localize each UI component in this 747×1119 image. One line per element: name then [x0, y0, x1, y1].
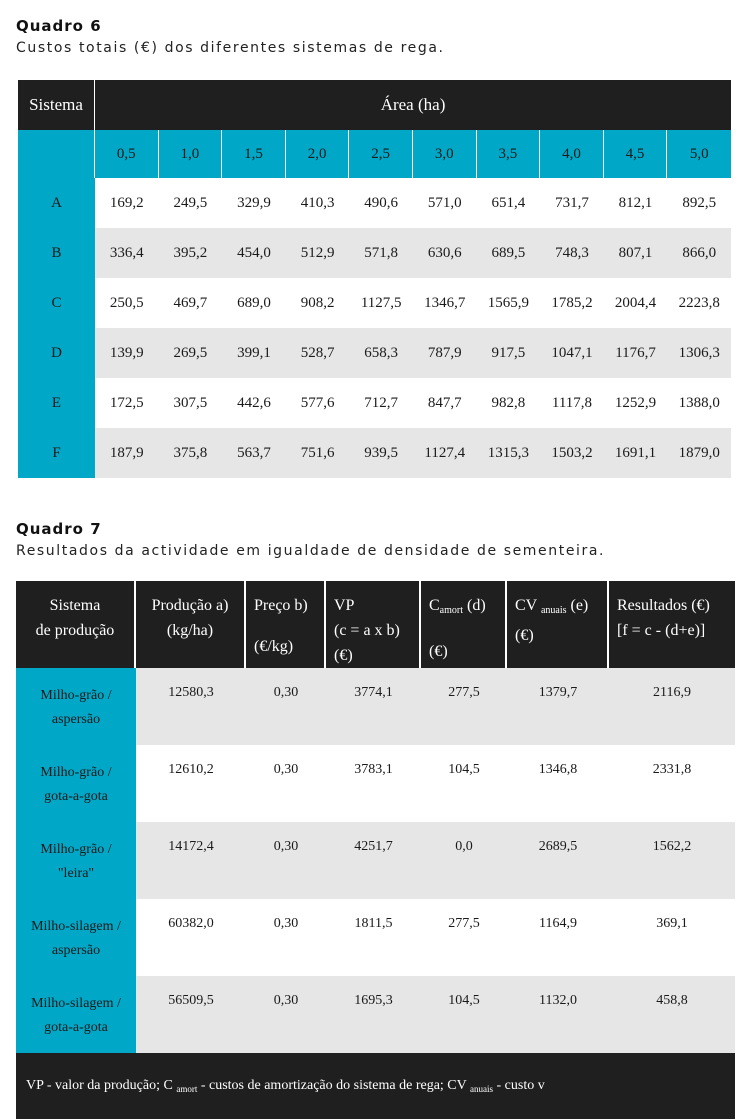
- footnote-sub2: anuais: [470, 1084, 494, 1094]
- quadro7-title: Quadro 7: [16, 520, 102, 538]
- cost-cell: 442,6: [222, 378, 286, 428]
- system-label-line1: Milho-grão /: [40, 841, 112, 857]
- cost-cell: 187,9: [95, 428, 159, 478]
- area-cell: 0,5: [95, 130, 159, 178]
- header-sistema-line1: Sistema: [49, 597, 101, 614]
- camort-cell: 104,5: [421, 745, 507, 822]
- header-camort-c: C: [429, 597, 440, 614]
- header-sistema: [16, 581, 136, 668]
- footnote-row: [16, 1053, 735, 1119]
- header-camort-sub: amort: [439, 605, 463, 616]
- header-producao-line1: Produção a): [151, 597, 229, 614]
- cost-cell: 399,1: [222, 328, 286, 378]
- cost-cell: 751,6: [286, 428, 350, 478]
- cost-cell: 139,9: [95, 328, 159, 378]
- area-row: [18, 130, 731, 178]
- cost-cell: 571,8: [349, 228, 413, 278]
- area-cell: 5,0: [667, 130, 731, 178]
- area-corner: [18, 130, 95, 178]
- preco-cell: 0,30: [246, 899, 326, 976]
- quadro7-subtitle: Resultados da actividade em igualdade de densidade de sementeira.: [16, 543, 606, 559]
- system-label-line2: gota-a-gota: [44, 1019, 108, 1035]
- header-sistema-line2: de produção: [35, 622, 115, 639]
- cost-cell: 1117,8: [540, 378, 604, 428]
- cv-cell: 1346,8: [507, 745, 609, 822]
- cost-cell: 658,3: [349, 328, 413, 378]
- header-res-line1: Resultados (€): [617, 597, 710, 614]
- camort-cell: 277,5: [421, 899, 507, 976]
- header-cv-sub: anuais: [540, 605, 567, 616]
- header-camort-d: (d): [463, 597, 486, 614]
- table-row: [16, 899, 735, 976]
- cost-cell: 1565,9: [477, 278, 541, 328]
- cost-cell: 689,5: [477, 228, 541, 278]
- cost-cell: 169,2: [95, 178, 159, 228]
- area-cell: 3,0: [413, 130, 477, 178]
- cost-cell: 812,1: [604, 178, 668, 228]
- cv-cell: 1132,0: [507, 976, 609, 1053]
- system-label-line2: gota-a-gota: [44, 788, 108, 804]
- area-cell: 1,0: [159, 130, 223, 178]
- cv-cell: 1379,7: [507, 668, 609, 745]
- cost-cell: 807,1: [604, 228, 668, 278]
- vp-cell: 1811,5: [326, 899, 421, 976]
- cost-cell: 1047,1: [540, 328, 604, 378]
- cost-cell: 787,9: [413, 328, 477, 378]
- system-label: C: [18, 278, 95, 328]
- table-row: [18, 278, 731, 328]
- cost-cell: 1503,2: [540, 428, 604, 478]
- system-label: B: [18, 228, 95, 278]
- cost-cell: 651,4: [477, 178, 541, 228]
- cost-cell: 1176,7: [604, 328, 668, 378]
- cost-cell: 1315,3: [477, 428, 541, 478]
- system-label: E: [18, 378, 95, 428]
- system-label: D: [18, 328, 95, 378]
- table-row: [18, 428, 731, 478]
- cost-cell: 908,2: [286, 278, 350, 328]
- header-preco: [246, 581, 326, 668]
- table-row: [16, 745, 735, 822]
- cost-cell: 395,2: [159, 228, 223, 278]
- preco-cell: 0,30: [246, 668, 326, 745]
- system-label-line2: aspersão: [51, 942, 101, 958]
- footnote-part1: VP - valor da produção; C: [26, 1078, 173, 1093]
- cost-cell: 563,7: [222, 428, 286, 478]
- cost-cell: 982,8: [477, 378, 541, 428]
- cost-cell: 249,5: [159, 178, 223, 228]
- table-row: [18, 328, 731, 378]
- header-preco-line1: Preço b): [254, 597, 308, 614]
- cost-cell: 712,7: [349, 378, 413, 428]
- resultado-cell: 2331,8: [609, 745, 735, 822]
- resultado-cell: 369,1: [609, 899, 735, 976]
- area-cell: 2,5: [349, 130, 413, 178]
- table-row: [16, 668, 735, 745]
- system-label: [16, 899, 136, 976]
- producao-cell: 12610,2: [136, 745, 246, 822]
- system-label-line2: aspersão: [51, 711, 101, 727]
- cost-cell: 172,5: [95, 378, 159, 428]
- quadro6-table: [18, 80, 731, 478]
- cost-cell: 1127,5: [349, 278, 413, 328]
- header-sistema: Sistema: [18, 80, 95, 130]
- cv-cell: 1164,9: [507, 899, 609, 976]
- cost-cell: 917,5: [477, 328, 541, 378]
- header-vp-unit: (€): [334, 647, 353, 664]
- producao-cell: 60382,0: [136, 899, 246, 976]
- cost-cell: 748,3: [540, 228, 604, 278]
- system-label-line2: "leira": [57, 865, 95, 881]
- producao-cell: 56509,5: [136, 976, 246, 1053]
- header-producao-line2: (kg/ha): [166, 622, 214, 639]
- cost-cell: 847,7: [413, 378, 477, 428]
- system-label-line1: Milho-silagem /: [31, 918, 121, 934]
- header-cv-cv: CV: [515, 597, 537, 614]
- cost-cell: 375,8: [159, 428, 223, 478]
- quadro6-title: Quadro 6: [16, 17, 102, 35]
- header-vp: [326, 581, 421, 668]
- cost-cell: 689,0: [222, 278, 286, 328]
- resultado-cell: 2116,9: [609, 668, 735, 745]
- footnote: [16, 1053, 735, 1119]
- cost-cell: 1879,0: [667, 428, 731, 478]
- cost-cell: 1785,2: [540, 278, 604, 328]
- camort-cell: 277,5: [421, 668, 507, 745]
- table-row: [18, 378, 731, 428]
- header-cv-unit: (€): [515, 627, 534, 644]
- header-vp-line1: VP: [334, 597, 355, 614]
- cost-cell: 939,5: [349, 428, 413, 478]
- cost-cell: 469,7: [159, 278, 223, 328]
- cost-cell: 250,5: [95, 278, 159, 328]
- system-label: [16, 822, 136, 899]
- cost-cell: 1346,7: [413, 278, 477, 328]
- table-row: [16, 976, 735, 1053]
- cost-cell: 577,6: [286, 378, 350, 428]
- cost-cell: 269,5: [159, 328, 223, 378]
- preco-cell: 0,30: [246, 976, 326, 1053]
- area-cell: 2,0: [286, 130, 350, 178]
- header-resultados: [609, 581, 735, 668]
- footnote-part3: - custo v: [493, 1078, 545, 1093]
- header-cv: [507, 581, 609, 668]
- header-camort: [421, 581, 507, 668]
- producao-cell: 12580,3: [136, 668, 246, 745]
- producao-cell: 14172,4: [136, 822, 246, 899]
- cost-cell: 1691,1: [604, 428, 668, 478]
- header-vp-line2: (c = a x b): [334, 622, 400, 639]
- area-cell: 4,5: [604, 130, 668, 178]
- cost-cell: 490,6: [349, 178, 413, 228]
- header-producao: [136, 581, 246, 668]
- system-label: F: [18, 428, 95, 478]
- cost-cell: 512,9: [286, 228, 350, 278]
- cost-cell: 454,0: [222, 228, 286, 278]
- preco-cell: 0,30: [246, 745, 326, 822]
- system-label: A: [18, 178, 95, 228]
- system-label: [16, 668, 136, 745]
- quadro6-subtitle: Custos totais (€) dos diferentes sistemas de rega.: [16, 40, 445, 56]
- camort-cell: 104,5: [421, 976, 507, 1053]
- table-row: [16, 822, 735, 899]
- system-label: [16, 976, 136, 1053]
- cost-cell: 1306,3: [667, 328, 731, 378]
- cost-cell: 528,7: [286, 328, 350, 378]
- system-label-line1: Milho-silagem /: [31, 995, 121, 1011]
- header-cv-e: (e): [566, 597, 589, 614]
- cv-cell: 2689,5: [507, 822, 609, 899]
- cost-cell: 1388,0: [667, 378, 731, 428]
- cost-cell: 731,7: [540, 178, 604, 228]
- cost-cell: 630,6: [413, 228, 477, 278]
- table-row: [18, 228, 731, 278]
- cost-cell: 329,9: [222, 178, 286, 228]
- area-cell: 4,0: [540, 130, 604, 178]
- quadro7-table: [16, 581, 735, 1119]
- cost-cell: 1252,9: [604, 378, 668, 428]
- camort-cell: 0,0: [421, 822, 507, 899]
- resultado-cell: 458,8: [609, 976, 735, 1053]
- system-label-line1: Milho-grão /: [40, 764, 112, 780]
- preco-cell: 0,30: [246, 822, 326, 899]
- header-row: [16, 581, 735, 668]
- cost-cell: 2223,8: [667, 278, 731, 328]
- system-label-line1: Milho-grão /: [40, 687, 112, 703]
- area-cell: 1,5: [222, 130, 286, 178]
- resultado-cell: 1562,2: [609, 822, 735, 899]
- header-camort-unit: (€): [429, 643, 448, 660]
- vp-cell: 3783,1: [326, 745, 421, 822]
- cost-cell: 892,5: [667, 178, 731, 228]
- vp-cell: 4251,7: [326, 822, 421, 899]
- cost-cell: 1127,4: [413, 428, 477, 478]
- header-preco-unit: (€/kg): [254, 638, 294, 655]
- vp-cell: 1695,3: [326, 976, 421, 1053]
- system-label: [16, 745, 136, 822]
- cost-cell: 410,3: [286, 178, 350, 228]
- header-res-line2: [f = c - (d+e)]: [617, 622, 706, 639]
- cost-cell: 2004,4: [604, 278, 668, 328]
- cost-cell: 336,4: [95, 228, 159, 278]
- cost-cell: 866,0: [667, 228, 731, 278]
- table-row: [18, 178, 731, 228]
- header-area: Área (ha): [95, 80, 731, 130]
- cost-cell: 571,0: [413, 178, 477, 228]
- footnote-part2: - custos de amortização do sistema de rega; CV: [197, 1078, 467, 1093]
- footnote-sub1: amort: [176, 1084, 198, 1094]
- area-cell: 3,5: [477, 130, 541, 178]
- cost-cell: 307,5: [159, 378, 223, 428]
- vp-cell: 3774,1: [326, 668, 421, 745]
